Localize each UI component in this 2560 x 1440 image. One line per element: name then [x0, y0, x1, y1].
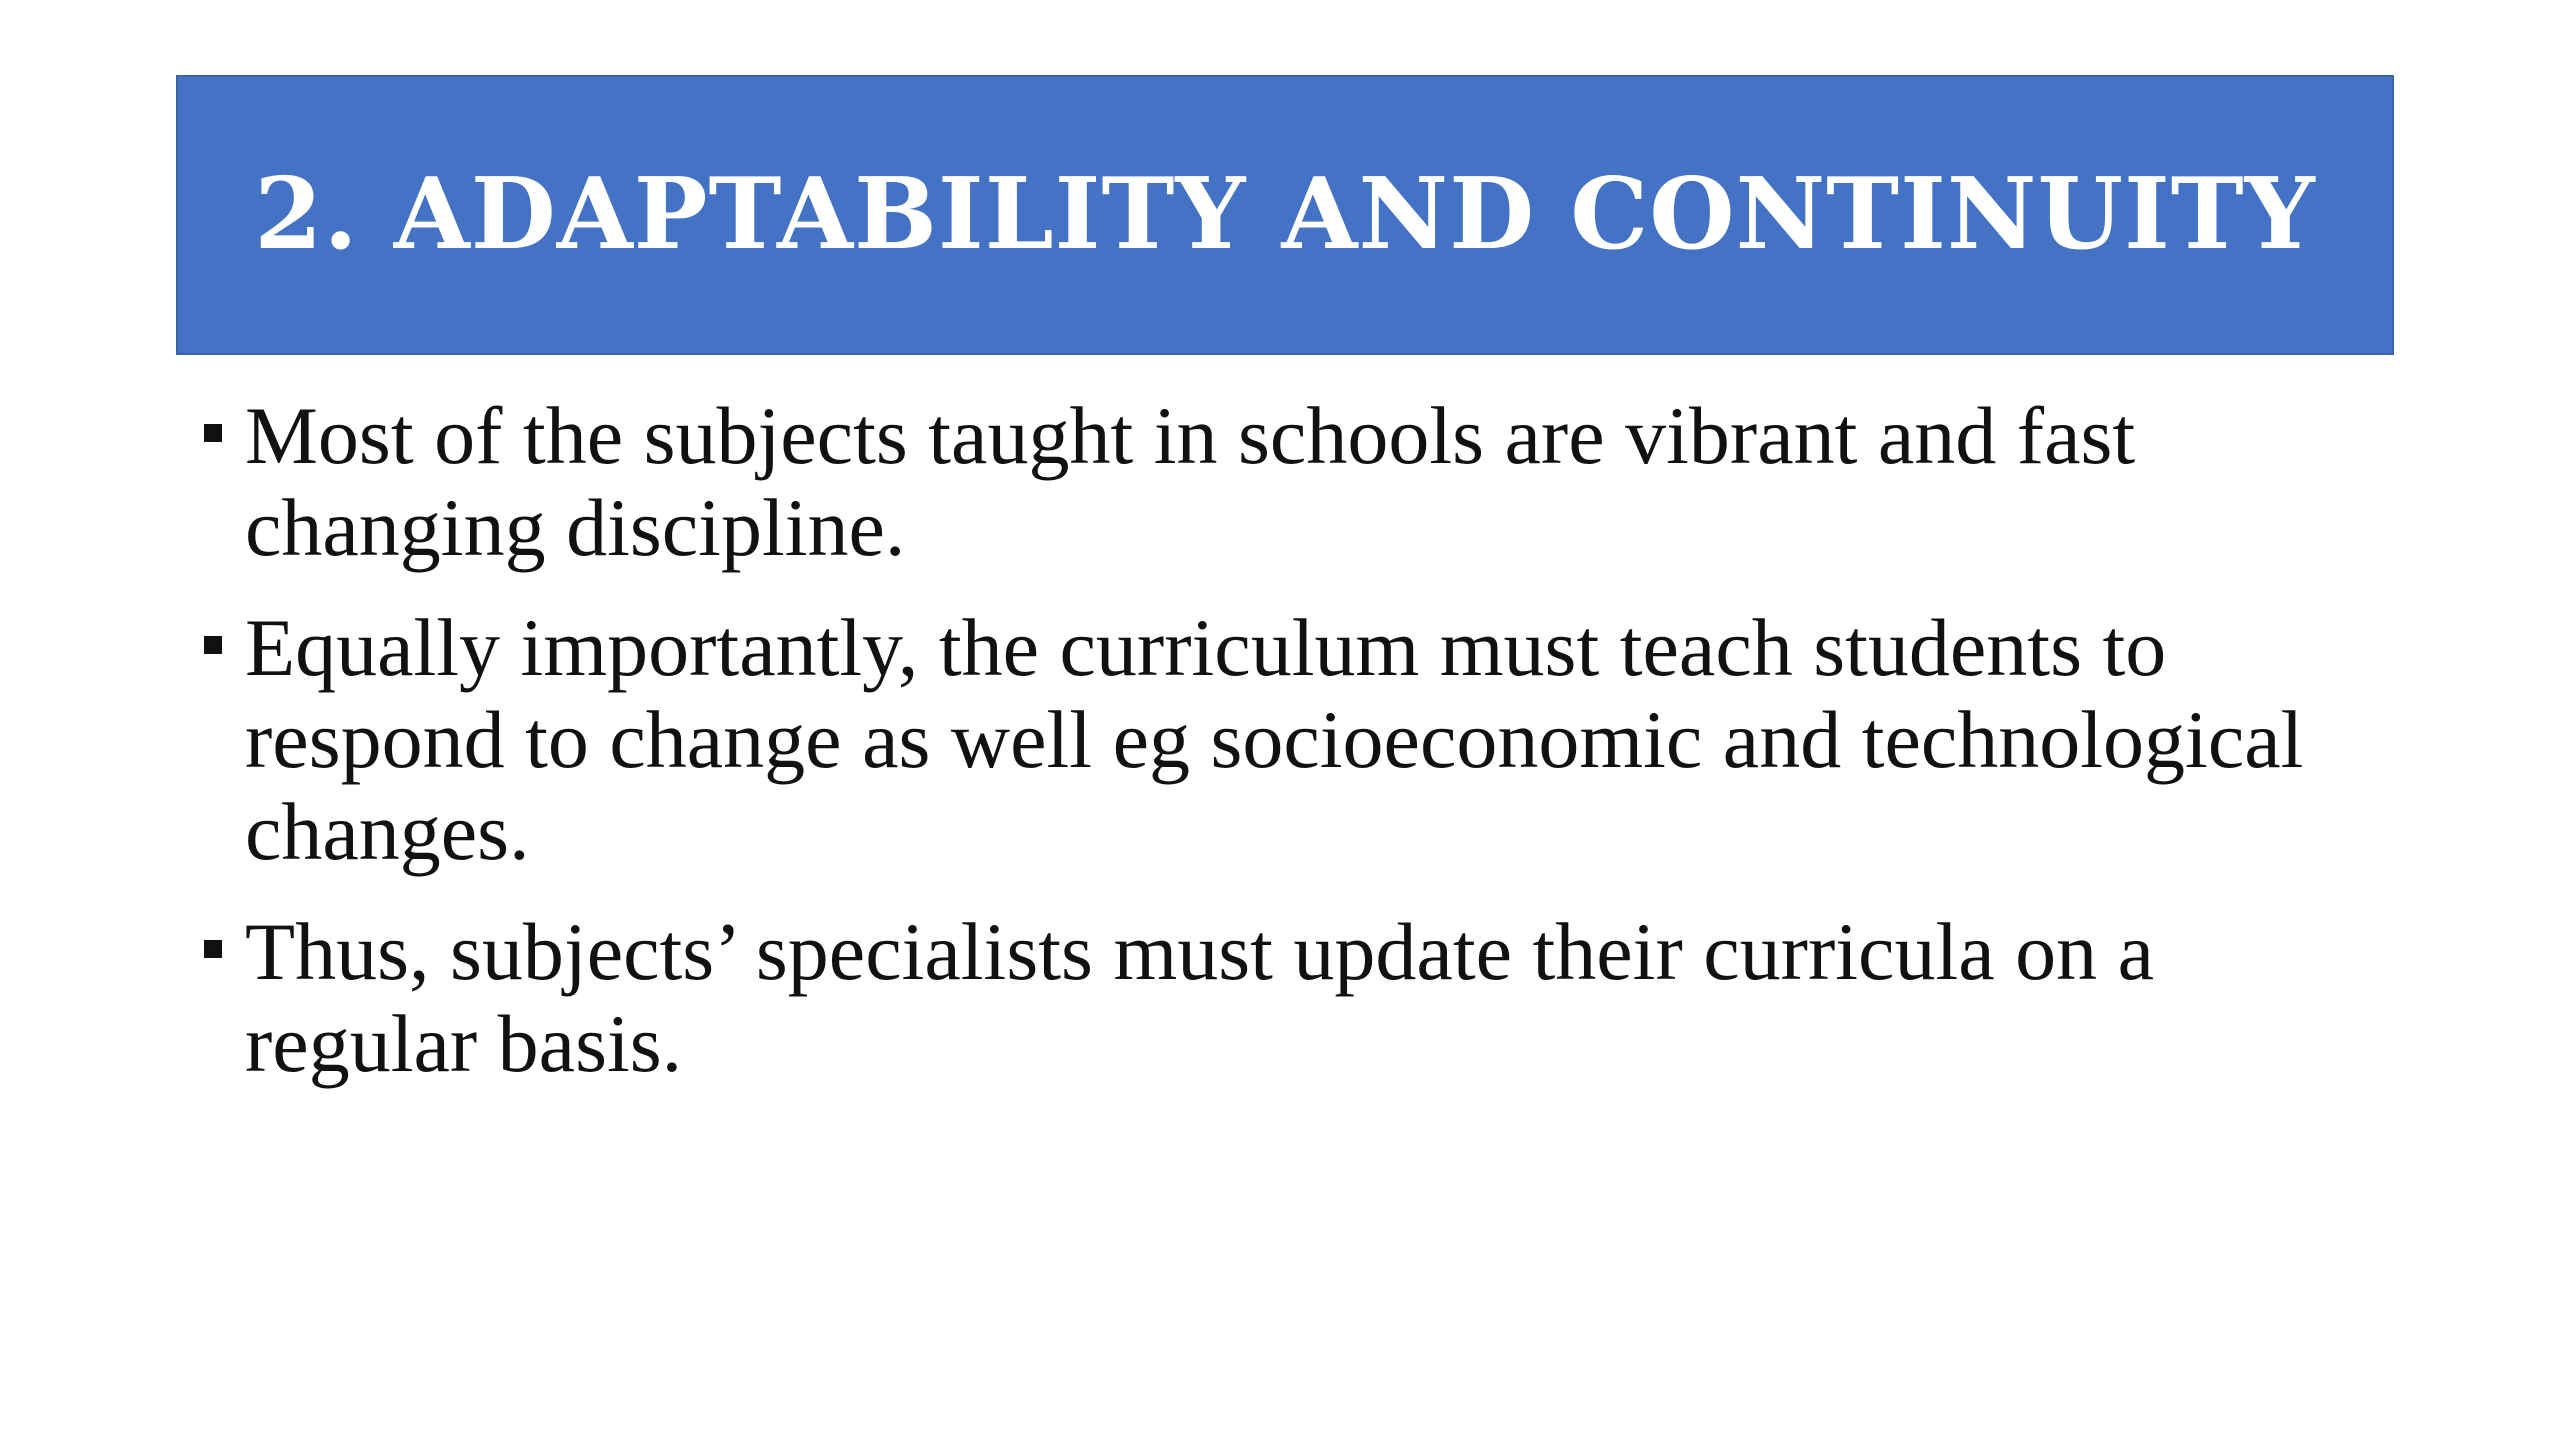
bullet-item	[200, 390, 2380, 574]
bullet-item	[200, 906, 2380, 1090]
square-bullet-icon	[204, 424, 222, 442]
title-banner	[176, 75, 2394, 355]
bullet-item	[200, 602, 2380, 878]
bullet-text: Most of the subjects taught in schools are vibrant and fast changing discipline.	[245, 390, 2136, 573]
square-bullet-icon	[204, 940, 222, 958]
bullet-text: Equally importantly, the curriculum must teach students to respond to change as well eg socioeconomic and technological changes.	[245, 602, 2304, 877]
bullet-list	[200, 390, 2380, 1118]
bullet-text: Thus, subjects’ specialists must update their curricula on a regular basis.	[245, 906, 2155, 1089]
slide-title: 2. ADAPTABILITY AND CONTINUITY	[254, 157, 2316, 272]
square-bullet-icon	[204, 636, 222, 654]
